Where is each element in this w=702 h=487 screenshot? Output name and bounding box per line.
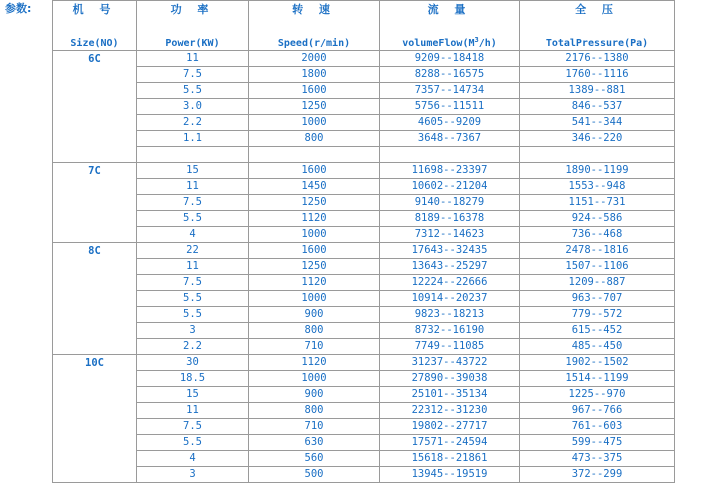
pressure-cell: 615--452 — [520, 323, 675, 339]
size-cell: 6C — [53, 51, 137, 163]
power-cell: 11 — [137, 403, 249, 419]
flow-cell: 13643--25297 — [380, 259, 520, 275]
table-row — [53, 339, 675, 355]
speed-cell: 1000 — [249, 291, 380, 307]
flow-cell: 19802--27717 — [380, 419, 520, 435]
speed-cell: 1000 — [249, 227, 380, 243]
speed-cell: 1450 — [249, 179, 380, 195]
pressure-cell: 846--537 — [520, 99, 675, 115]
power-cell: 22 — [137, 243, 249, 259]
speed-cell: 500 — [249, 467, 380, 483]
flow-cell: 15618--21861 — [380, 451, 520, 467]
table-row — [53, 371, 675, 387]
flow-cell — [380, 147, 520, 163]
table-row — [53, 211, 675, 227]
table-row — [53, 115, 675, 131]
header-speed: 转 速 Speed(r/min) — [249, 1, 380, 51]
table-row — [53, 259, 675, 275]
pressure-cell: 2176--1380 — [520, 51, 675, 67]
power-cell: 5.5 — [137, 307, 249, 323]
speed-cell: 1120 — [249, 211, 380, 227]
pressure-cell: 1514--1199 — [520, 371, 675, 387]
pressure-cell: 1507--1106 — [520, 259, 675, 275]
power-cell: 2.2 — [137, 115, 249, 131]
pressure-cell: 599--475 — [520, 435, 675, 451]
speed-cell: 900 — [249, 387, 380, 403]
size-cell: 7C — [53, 163, 137, 243]
header-flow: 流 量 $volumeFlow(M^3/h)$ — [380, 1, 520, 51]
speed-cell — [249, 147, 380, 163]
flow-cell: 10602--21204 — [380, 179, 520, 195]
power-cell: 1.1 — [137, 131, 249, 147]
pressure-cell: 1389--881 — [520, 83, 675, 99]
power-cell: 4 — [137, 451, 249, 467]
power-cell: 30 — [137, 355, 249, 371]
speed-cell: 1600 — [249, 83, 380, 99]
table-row — [53, 451, 675, 467]
speed-cell: 1120 — [249, 355, 380, 371]
speed-cell: 2000 — [249, 51, 380, 67]
speed-cell: 710 — [249, 339, 380, 355]
power-cell: 11 — [137, 179, 249, 195]
speed-cell: 1000 — [249, 115, 380, 131]
speed-cell: 800 — [249, 131, 380, 147]
power-cell: 15 — [137, 387, 249, 403]
power-cell: 7.5 — [137, 275, 249, 291]
size-cell: 10C — [53, 355, 137, 483]
power-cell: 5.5 — [137, 435, 249, 451]
flow-cell: 22312--31230 — [380, 403, 520, 419]
power-cell: 3 — [137, 467, 249, 483]
size-cell: 8C — [53, 243, 137, 355]
pressure-cell: 963--707 — [520, 291, 675, 307]
flow-cell: 7312--14623 — [380, 227, 520, 243]
speed-cell: 800 — [249, 323, 380, 339]
header-size: 机 号 Size(NO) — [53, 1, 137, 51]
flow-cell: 4605--9209 — [380, 115, 520, 131]
pressure-cell: 1902--1502 — [520, 355, 675, 371]
flow-cell: 9823--18213 — [380, 307, 520, 323]
table-row — [53, 83, 675, 99]
flow-cell: 11698--23397 — [380, 163, 520, 179]
speed-cell: 1800 — [249, 67, 380, 83]
table-row — [53, 67, 675, 83]
table-row — [53, 227, 675, 243]
pressure-cell: 2478--1816 — [520, 243, 675, 259]
table-row — [53, 147, 675, 163]
flow-cell: 17643--32435 — [380, 243, 520, 259]
speed-cell: 1600 — [249, 163, 380, 179]
power-cell: 3 — [137, 323, 249, 339]
pressure-cell: 1890--1199 — [520, 163, 675, 179]
speed-cell: 1250 — [249, 99, 380, 115]
pressure-cell: 736--468 — [520, 227, 675, 243]
table-row — [53, 435, 675, 451]
header-pressure: 全 压 TotalPressure(Pa) — [520, 1, 675, 51]
pressure-cell: 1760--1116 — [520, 67, 675, 83]
pressure-cell: 1209--887 — [520, 275, 675, 291]
pressure-cell: 372--299 — [520, 467, 675, 483]
flow-cell: 31237--43722 — [380, 355, 520, 371]
table-row — [53, 99, 675, 115]
power-cell: 7.5 — [137, 195, 249, 211]
power-cell: 3.0 — [137, 99, 249, 115]
power-cell: 5.5 — [137, 211, 249, 227]
power-cell: 18.5 — [137, 371, 249, 387]
speed-cell: 1000 — [249, 371, 380, 387]
table-row — [53, 195, 675, 211]
pressure-cell: 1553--948 — [520, 179, 675, 195]
header-row — [53, 1, 675, 51]
power-cell: 7.5 — [137, 419, 249, 435]
parameters-label: 参数: — [5, 2, 32, 15]
power-cell: 11 — [137, 259, 249, 275]
flow-cell: 3648--7367 — [380, 131, 520, 147]
flow-cell: 7357--14734 — [380, 83, 520, 99]
fan-spec-table — [52, 0, 675, 483]
table-row — [53, 179, 675, 195]
speed-cell: 1600 — [249, 243, 380, 259]
power-cell — [137, 147, 249, 163]
pressure-cell: 761--603 — [520, 419, 675, 435]
flow-cell: 12224--22666 — [380, 275, 520, 291]
pressure-cell: 967--766 — [520, 403, 675, 419]
header-power: 功 率 Power(KW) — [137, 1, 249, 51]
flow-cell: 9140--18279 — [380, 195, 520, 211]
power-cell: 5.5 — [137, 83, 249, 99]
table-row — [53, 387, 675, 403]
table-row — [53, 355, 675, 371]
pressure-cell: 924--586 — [520, 211, 675, 227]
flow-cell: 8732--16190 — [380, 323, 520, 339]
table-row — [53, 419, 675, 435]
table-row — [53, 307, 675, 323]
pressure-cell: 1151--731 — [520, 195, 675, 211]
speed-cell: 710 — [249, 419, 380, 435]
flow-cell: 7749--11085 — [380, 339, 520, 355]
speed-cell: 630 — [249, 435, 380, 451]
pressure-cell: 1225--970 — [520, 387, 675, 403]
table-row — [53, 163, 675, 179]
pressure-cell: 541--344 — [520, 115, 675, 131]
flow-cell: 27890--39038 — [380, 371, 520, 387]
flow-cell: 25101--35134 — [380, 387, 520, 403]
table-row — [53, 275, 675, 291]
table-row — [53, 403, 675, 419]
power-cell: 5.5 — [137, 291, 249, 307]
power-cell: 11 — [137, 51, 249, 67]
speed-cell: 800 — [249, 403, 380, 419]
power-cell: 15 — [137, 163, 249, 179]
table-row — [53, 323, 675, 339]
speed-cell: 1250 — [249, 195, 380, 211]
speed-cell: 1250 — [249, 259, 380, 275]
pressure-cell: 346--220 — [520, 131, 675, 147]
pressure-cell — [520, 147, 675, 163]
flow-cell: 9209--18418 — [380, 51, 520, 67]
table-row — [53, 243, 675, 259]
flow-cell: 10914--20237 — [380, 291, 520, 307]
speed-cell: 560 — [249, 451, 380, 467]
flow-cell: 8189--16378 — [380, 211, 520, 227]
speed-cell: 900 — [249, 307, 380, 323]
table-row — [53, 467, 675, 483]
power-cell: 4 — [137, 227, 249, 243]
power-cell: 7.5 — [137, 67, 249, 83]
power-cell: 2.2 — [137, 339, 249, 355]
flow-cell: 5756--11511 — [380, 99, 520, 115]
table-row — [53, 131, 675, 147]
table-row — [53, 291, 675, 307]
flow-cell: 13945--19519 — [380, 467, 520, 483]
flow-cell: 17571--24594 — [380, 435, 520, 451]
pressure-cell: 779--572 — [520, 307, 675, 323]
flow-cell: 8288--16575 — [380, 67, 520, 83]
table-row — [53, 51, 675, 67]
pressure-cell: 473--375 — [520, 451, 675, 467]
speed-cell: 1120 — [249, 275, 380, 291]
pressure-cell: 485--450 — [520, 339, 675, 355]
